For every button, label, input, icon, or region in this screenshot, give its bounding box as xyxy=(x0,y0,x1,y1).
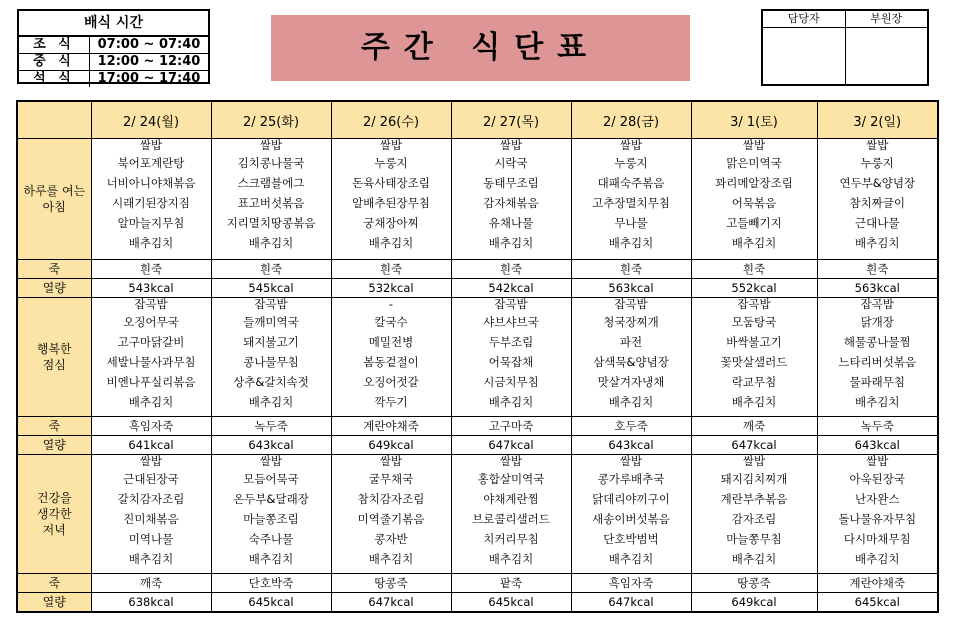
menu-item: 들깨미역국 xyxy=(243,315,299,329)
porridge-cell: 흰죽 xyxy=(571,260,691,279)
menu-item: 꽈리메알장조림 xyxy=(715,176,793,190)
calorie-cell: 647kcal xyxy=(571,593,691,613)
menu-item: 야채계란찜 xyxy=(483,492,539,506)
calorie-cell: 563kcal xyxy=(817,279,938,298)
menu-item: 마늘쫑조림 xyxy=(243,512,299,526)
menu-item: 시금치무침 xyxy=(483,375,539,389)
menu-item: 근대된장국 xyxy=(123,472,179,486)
lunch-calories-row xyxy=(17,436,938,455)
menu-item: 모듬어묵국 xyxy=(243,472,299,486)
date-header: 3/ 2(일) xyxy=(817,101,938,139)
menu-item: 어묵잡채 xyxy=(488,355,534,369)
porridge-cell: 녹두죽 xyxy=(211,417,331,436)
menu-item: 너비아니야채볶음 xyxy=(106,176,196,190)
menu-item: 마늘쫑무침 xyxy=(726,532,782,546)
menu-item: 쌀밥 xyxy=(379,455,403,468)
menu-item: 잡곡밥 xyxy=(614,298,648,311)
porridge-cell: 흰죽 xyxy=(211,260,331,279)
menu-item: 돼지김치찌개 xyxy=(720,472,788,486)
menu-item: 콩자반 xyxy=(374,532,408,546)
date-header: 2/ 25(화) xyxy=(211,101,331,139)
porridge-cell: 단호박죽 xyxy=(211,574,331,593)
calories-label: 열량 xyxy=(17,279,91,298)
menu-item: 오징어무국 xyxy=(123,315,179,329)
meal-time: 17:00 ~ 17:40 xyxy=(97,71,201,86)
menu-item: 배추김치 xyxy=(608,552,654,566)
calorie-cell: 643kcal xyxy=(571,436,691,455)
porridge-cell: 흰죽 xyxy=(691,260,817,279)
menu-item: 맛살겨자냉채 xyxy=(597,375,665,389)
menu-item: 배추김치 xyxy=(608,395,654,409)
porridge-label: 죽 xyxy=(17,260,91,279)
calorie-cell: 545kcal xyxy=(211,279,331,298)
calorie-cell: 641kcal xyxy=(91,436,211,455)
menu-item: 돼지불고기 xyxy=(243,335,299,349)
calorie-cell: 649kcal xyxy=(331,436,451,455)
serving-time-row xyxy=(19,37,208,54)
menu-item: 동태무조림 xyxy=(483,176,539,190)
lunch-menu-cell xyxy=(817,298,938,417)
menu-item: 근대나물 xyxy=(855,216,900,230)
breakfast-menu-cell xyxy=(571,139,691,260)
menu-item: 누룽지 xyxy=(860,156,894,170)
porridge-cell: 깨죽 xyxy=(91,574,211,593)
lunch-menu-cell xyxy=(211,298,331,417)
calorie-cell: 647kcal xyxy=(331,593,451,613)
menu-item: 무나물 xyxy=(614,216,648,230)
menu-item: 치커리무침 xyxy=(483,532,539,546)
menu-item: 배추김치 xyxy=(368,552,414,566)
menu-item: 배추김치 xyxy=(128,552,174,566)
calorie-cell: 645kcal xyxy=(451,593,571,613)
lunch-label: 행복한 점심 xyxy=(17,298,91,417)
date-header-row xyxy=(17,101,938,139)
menu-item: 쌀밥 xyxy=(259,455,283,468)
porridge-cell: 흰죽 xyxy=(451,260,571,279)
menu-item: 꽃맛살샐러드 xyxy=(720,355,788,369)
menu-item: 북어포계란탕 xyxy=(117,156,185,170)
dinner-menu-cell xyxy=(691,455,817,574)
calorie-cell: 645kcal xyxy=(817,593,938,613)
approval-vice-director-label: 부원장 xyxy=(846,11,928,28)
menu-item: 감자채볶음 xyxy=(483,196,539,210)
menu-item: 누룽지 xyxy=(614,156,648,170)
menu-item: - xyxy=(388,298,394,311)
meal-label: 조 식 xyxy=(19,37,90,53)
menu-item: 쌀밥 xyxy=(742,139,766,152)
dinner-menu-cell xyxy=(211,455,331,574)
menu-item: 미역줄기볶음 xyxy=(357,512,425,526)
breakfast-menu-cell xyxy=(331,139,451,260)
date-header: 2/ 24(월) xyxy=(91,101,211,139)
meal-label: 석 식 xyxy=(19,71,90,87)
menu-item: 배추김치 xyxy=(488,395,534,409)
menu-item: 시락국 xyxy=(494,156,528,170)
menu-item: 감자조림 xyxy=(731,512,777,526)
breakfast-porridge-row xyxy=(17,260,938,279)
date-header: 2/ 26(수) xyxy=(331,101,451,139)
date-header: 2/ 27(목) xyxy=(451,101,571,139)
menu-item: 오징어젓갈 xyxy=(363,375,419,389)
calorie-cell: 649kcal xyxy=(691,593,817,613)
calorie-cell: 638kcal xyxy=(91,593,211,613)
menu-item: 쌀밥 xyxy=(619,455,643,468)
menu-item: 맑은미역국 xyxy=(726,156,782,170)
serving-time-heading: 배식 시간 xyxy=(19,11,208,37)
porridge-cell: 깨죽 xyxy=(691,417,817,436)
menu-item: 샤브샤브국 xyxy=(483,315,539,329)
menu-item: 쌀밥 xyxy=(139,455,163,468)
menu-item: 배추김치 xyxy=(855,395,900,409)
menu-item: 배추김치 xyxy=(248,395,294,409)
menu-item: 유채나물 xyxy=(488,216,534,230)
menu-item: 쌀밥 xyxy=(866,455,889,468)
breakfast-label: 하루를 여는 아침 xyxy=(17,139,91,260)
calorie-cell: 647kcal xyxy=(691,436,817,455)
menu-item: 배추김치 xyxy=(731,552,777,566)
lunch-menu-row xyxy=(17,298,938,417)
menu-item: 콩나물무침 xyxy=(243,355,299,369)
breakfast-calories-row xyxy=(17,279,938,298)
menu-item: 세발나물사과무침 xyxy=(106,355,196,369)
dinner-menu-cell xyxy=(451,455,571,574)
menu-item: 쌀밥 xyxy=(259,139,283,152)
menu-item: 바싹불고기 xyxy=(726,335,782,349)
menu-item: 어묵볶음 xyxy=(731,196,777,210)
date-header: 2/ 28(금) xyxy=(571,101,691,139)
menu-item: 락교무침 xyxy=(731,375,777,389)
menu-item: 두부조림 xyxy=(488,335,534,349)
dinner-menu-cell xyxy=(331,455,451,574)
porridge-cell: 흑임자죽 xyxy=(571,574,691,593)
menu-item: 느타리버섯볶음 xyxy=(838,355,917,369)
signature-field[interactable] xyxy=(763,28,845,84)
calories-label: 열량 xyxy=(17,436,91,455)
calorie-cell: 543kcal xyxy=(91,279,211,298)
menu-item: 쌀밥 xyxy=(139,139,163,152)
menu-item: 알배추된장무침 xyxy=(352,196,430,210)
menu-item: 배추김치 xyxy=(248,236,294,250)
dinner-porridge-row xyxy=(17,574,938,593)
menu-item: 고추장멸치무침 xyxy=(592,196,670,210)
breakfast-menu-cell xyxy=(817,139,938,260)
weekly-menu-table xyxy=(16,100,939,613)
corner-cell xyxy=(17,101,91,139)
breakfast-menu-cell xyxy=(691,139,817,260)
meal-label: 중 식 xyxy=(19,54,90,70)
porridge-cell: 흑임자죽 xyxy=(91,417,211,436)
menu-item: 봄동겉절이 xyxy=(363,355,419,369)
menu-item: 누룽지 xyxy=(374,156,408,170)
porridge-label: 죽 xyxy=(17,574,91,593)
menu-item: 돌나물유자무침 xyxy=(838,512,917,526)
menu-item: 배추김치 xyxy=(248,552,294,566)
menu-item: 잡곡밥 xyxy=(494,298,528,311)
menu-item: 배추김치 xyxy=(855,236,900,250)
porridge-cell: 흰죽 xyxy=(817,260,938,279)
menu-item: 잡곡밥 xyxy=(737,298,771,311)
breakfast-menu-cell xyxy=(211,139,331,260)
menu-item: 돈육사태장조림 xyxy=(352,176,430,190)
menu-item: 고들빼기지 xyxy=(726,216,782,230)
menu-item: 메밀전병 xyxy=(368,335,414,349)
serving-time-row xyxy=(19,54,208,71)
menu-item: 쌀밥 xyxy=(499,139,523,152)
porridge-cell: 땅콩죽 xyxy=(331,574,451,593)
breakfast-menu-row xyxy=(17,139,938,260)
lunch-porridge-row xyxy=(17,417,938,436)
serving-time-box xyxy=(17,9,210,84)
menu-item: 잡곡밥 xyxy=(254,298,288,311)
lunch-menu-cell xyxy=(451,298,571,417)
menu-item: 단호박범벅 xyxy=(603,532,659,546)
menu-item: 쌀밥 xyxy=(866,139,889,152)
menu-item: 아욱된장국 xyxy=(849,472,906,486)
menu-item: 쌀밥 xyxy=(499,455,523,468)
meal-time: 12:00 ~ 12:40 xyxy=(97,54,201,69)
menu-item: 배추김치 xyxy=(488,552,534,566)
menu-item: 갈치감자조림 xyxy=(117,492,185,506)
porridge-cell: 팥죽 xyxy=(451,574,571,593)
lunch-menu-cell xyxy=(691,298,817,417)
menu-item: 칼국수 xyxy=(374,315,408,329)
calorie-cell: 643kcal xyxy=(211,436,331,455)
dinner-calories-row xyxy=(17,593,938,613)
lunch-menu-cell xyxy=(571,298,691,417)
menu-item: 배추김치 xyxy=(731,395,777,409)
menu-item: 잡곡밥 xyxy=(134,298,168,311)
menu-item: 콩가루배추국 xyxy=(597,472,665,486)
menu-item: 배추김치 xyxy=(368,236,414,250)
menu-item: 배추김치 xyxy=(855,552,900,566)
menu-item: 난자완스 xyxy=(855,492,900,506)
menu-item: 김치콩나물국 xyxy=(237,156,305,170)
menu-item: 숙주나물 xyxy=(248,532,294,546)
calorie-cell: 552kcal xyxy=(691,279,817,298)
menu-item: 연두부&양념장 xyxy=(839,176,916,190)
menu-item: 계란부추볶음 xyxy=(720,492,788,506)
menu-item: 쌀밥 xyxy=(619,139,643,152)
calorie-cell: 563kcal xyxy=(571,279,691,298)
menu-item: 물파래무침 xyxy=(849,375,906,389)
porridge-cell: 호두죽 xyxy=(571,417,691,436)
lunch-menu-cell xyxy=(331,298,451,417)
menu-item: 닭데리야끼구이 xyxy=(592,492,670,506)
calorie-cell: 643kcal xyxy=(817,436,938,455)
menu-item: 삼색묵&양념장 xyxy=(593,355,669,369)
signature-field[interactable] xyxy=(846,28,928,84)
menu-item: 상추&갈치속젓 xyxy=(233,375,309,389)
menu-item: 굴무채국 xyxy=(368,472,414,486)
approval-manager-label: 담당자 xyxy=(763,11,845,28)
menu-item: 진미채볶음 xyxy=(123,512,179,526)
menu-item: 잡곡밥 xyxy=(860,298,894,311)
date-header: 3/ 1(토) xyxy=(691,101,817,139)
porridge-cell: 녹두죽 xyxy=(817,417,938,436)
menu-item: 새송이버섯볶음 xyxy=(592,512,670,526)
approval-column xyxy=(846,11,928,84)
menu-item: 미역나물 xyxy=(128,532,174,546)
menu-item: 모둠탕국 xyxy=(731,315,777,329)
meal-time: 07:00 ~ 07:40 xyxy=(97,37,201,52)
porridge-label: 죽 xyxy=(17,417,91,436)
approval-column xyxy=(763,11,846,84)
porridge-cell: 계란야채죽 xyxy=(331,417,451,436)
menu-item: 홍합살미역국 xyxy=(477,472,545,486)
menu-item: 깍두기 xyxy=(374,395,408,409)
lunch-menu-cell xyxy=(91,298,211,417)
dinner-menu-cell xyxy=(91,455,211,574)
menu-item: 궁채장아찌 xyxy=(363,216,419,230)
porridge-cell: 고구마죽 xyxy=(451,417,571,436)
dinner-menu-row xyxy=(17,455,938,574)
menu-item: 배추김치 xyxy=(128,395,174,409)
calorie-cell: 542kcal xyxy=(451,279,571,298)
porridge-cell: 흰죽 xyxy=(331,260,451,279)
menu-item: 알마늘지무침 xyxy=(117,216,185,230)
dinner-menu-cell xyxy=(571,455,691,574)
menu-item: 브로콜리샐러드 xyxy=(472,512,550,526)
menu-item: 스크램블에그 xyxy=(237,176,305,190)
menu-item: 청국장찌개 xyxy=(603,315,659,329)
menu-item: 시래기된장지짐 xyxy=(112,196,190,210)
menu-item: 비엔나푸실리볶음 xyxy=(106,375,196,389)
menu-item: 고구마닭갈비 xyxy=(117,335,185,349)
porridge-cell: 계란야채죽 xyxy=(817,574,938,593)
menu-item: 배추김치 xyxy=(128,236,174,250)
dinner-label: 건강을 생각한 저녁 xyxy=(17,455,91,574)
page-title: 주간 식단표 xyxy=(271,15,690,81)
calorie-cell: 647kcal xyxy=(451,436,571,455)
menu-item: 표고버섯볶음 xyxy=(237,196,305,210)
menu-item: 지리멸치땅콩볶음 xyxy=(226,216,316,230)
menu-item: 쌀밥 xyxy=(742,455,766,468)
menu-item: 배추김치 xyxy=(608,236,654,250)
menu-item: 다시마채무침 xyxy=(843,532,911,546)
calories-label: 열량 xyxy=(17,593,91,613)
calorie-cell: 645kcal xyxy=(211,593,331,613)
calorie-cell: 532kcal xyxy=(331,279,451,298)
porridge-cell: 흰죽 xyxy=(91,260,211,279)
breakfast-menu-cell xyxy=(451,139,571,260)
menu-item: 참치감자조림 xyxy=(357,492,425,506)
menu-item: 대패숙주볶음 xyxy=(597,176,665,190)
menu-item: 참치짜글이 xyxy=(849,196,906,210)
menu-item: 배추김치 xyxy=(488,236,534,250)
menu-item: 쌀밥 xyxy=(379,139,403,152)
menu-item: 파전 xyxy=(619,335,643,349)
menu-item: 닭개장 xyxy=(860,315,894,329)
menu-item: 온두부&달래장 xyxy=(233,492,309,506)
approval-box xyxy=(761,9,929,86)
breakfast-menu-cell xyxy=(91,139,211,260)
menu-item: 배추김치 xyxy=(731,236,777,250)
serving-time-row xyxy=(19,71,208,87)
menu-item: 해물콩나물찜 xyxy=(843,335,911,349)
porridge-cell: 땅콩죽 xyxy=(691,574,817,593)
dinner-menu-cell xyxy=(817,455,938,574)
